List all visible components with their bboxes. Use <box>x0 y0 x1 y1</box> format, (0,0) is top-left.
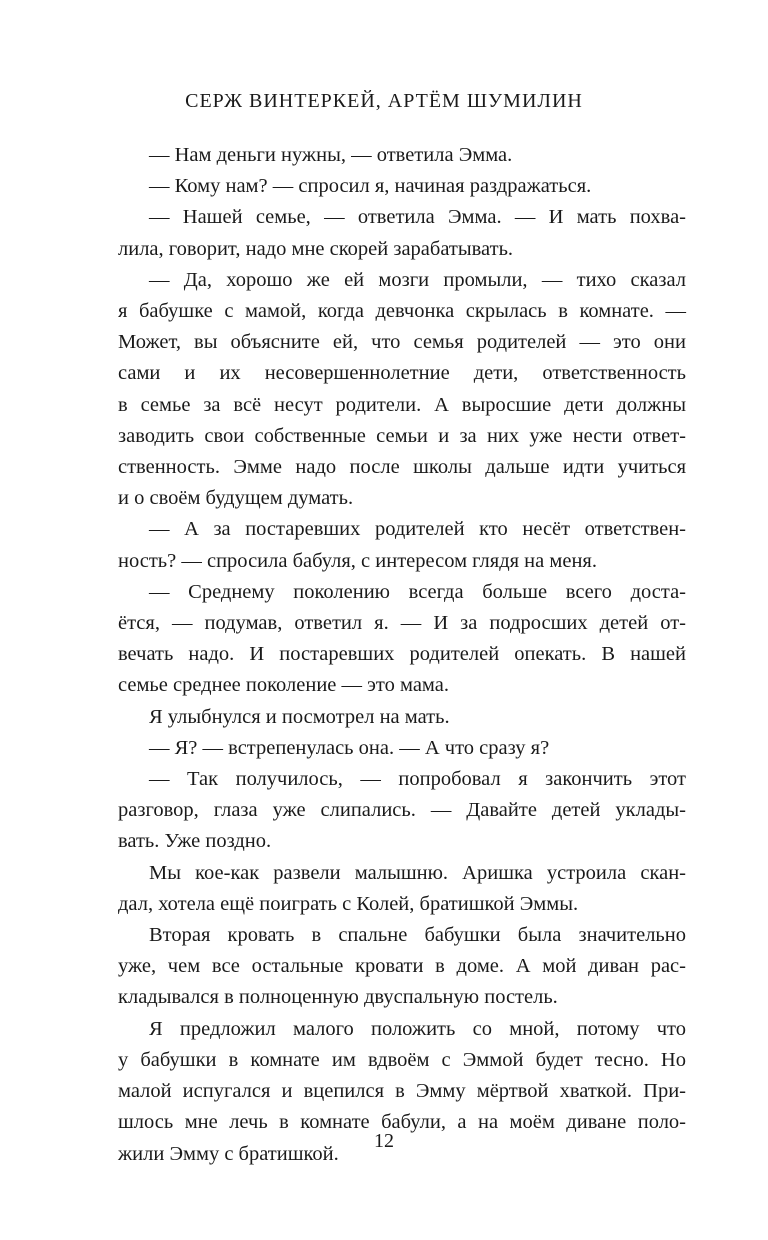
text-line: у бабушки в комнате им вдвоём с Эммой будет тесно. Но <box>118 1048 686 1071</box>
text-line: — Среднему поколению всегда больше всего доста- <box>149 580 686 603</box>
text-line: вать. Уже поздно. <box>118 830 272 853</box>
text-line: я бабушке с мамой, когда девчонка скрылась в комнате. — <box>118 300 686 323</box>
text-line: — Так получилось, — попробовал я закончить этот <box>149 768 686 791</box>
text-line: уже, чем все остальные кровати в доме. А мой диван рас- <box>118 955 686 978</box>
text-line: Может, вы объясните ей, что семья родителей — это они <box>118 331 686 354</box>
text-line: — Нашей семье, — ответила Эмма. — И мать похва- <box>149 206 686 229</box>
text-line: ность? — спросила бабуля, с интересом глядя на меня. <box>118 549 597 572</box>
text-line: ётся, — подумав, ответил я. — И за подросших детей от- <box>118 612 686 635</box>
text-line: Мы кое-как развели малышню. Аришка устроила скан- <box>149 861 686 884</box>
text-line: — А за постаревших родителей кто несёт ответствен- <box>149 518 686 541</box>
text-line: заводить свои собственные семьи и за них уже нести ответ- <box>118 424 686 447</box>
text-line: семье среднее поколение — это мама. <box>118 674 449 697</box>
text-line: — Нам деньги нужны, — ответила Эмма. <box>149 144 513 166</box>
text-line: Я улыбнулся и посмотрел на мать. <box>149 705 450 728</box>
text-line: лила, говорит, надо мне скорей зарабатывать. <box>118 237 514 260</box>
text-line: вечать надо. И постаревших родителей опекать. В нашей <box>118 643 686 666</box>
text-line: Я предложил малого положить со мной, потому что <box>149 1017 686 1040</box>
page-number: 12 <box>374 1130 394 1152</box>
text-line: малой испугался и вцепился в Эмму мёртвой хваткой. При- <box>118 1080 686 1103</box>
text-line: ственность. Эмме надо после школы дальше идти учиться <box>118 456 686 479</box>
body-text <box>118 140 686 1170</box>
text-line: кладывался в полноценную двуспальную постель. <box>118 986 558 1009</box>
text-line: — Я? — встрепенулась она. — А что сразу я? <box>149 736 550 759</box>
text-line: — Да, хорошо же ей мозги промыли, — тихо сказал <box>149 268 686 291</box>
text-line: дал, хотела ещё поиграть с Колей, братишкой Эммы. <box>118 892 579 915</box>
running-head: СЕРЖ ВИНТЕРКЕЙ, АРТЁМ ШУМИЛИН <box>185 90 583 112</box>
text-line: и о своём будущем думать. <box>118 487 354 510</box>
text-line: жили Эмму с братишкой. <box>118 1142 339 1165</box>
text-line: разговор, глаза уже слипались. — Давайте детей уклады- <box>118 799 686 822</box>
text-line: шлось мне лечь в комнате бабули, а на моём диване поло- <box>118 1111 686 1134</box>
text-line: сами и их несовершеннолетние дети, ответственность <box>118 362 686 385</box>
text-line: — Кому нам? — спросил я, начиная раздражаться. <box>149 175 592 198</box>
text-line: в семье за всё несут родители. А выросшие дети должны <box>118 393 686 416</box>
text-line: Вторая кровать в спальне бабушки была значительно <box>149 924 686 947</box>
